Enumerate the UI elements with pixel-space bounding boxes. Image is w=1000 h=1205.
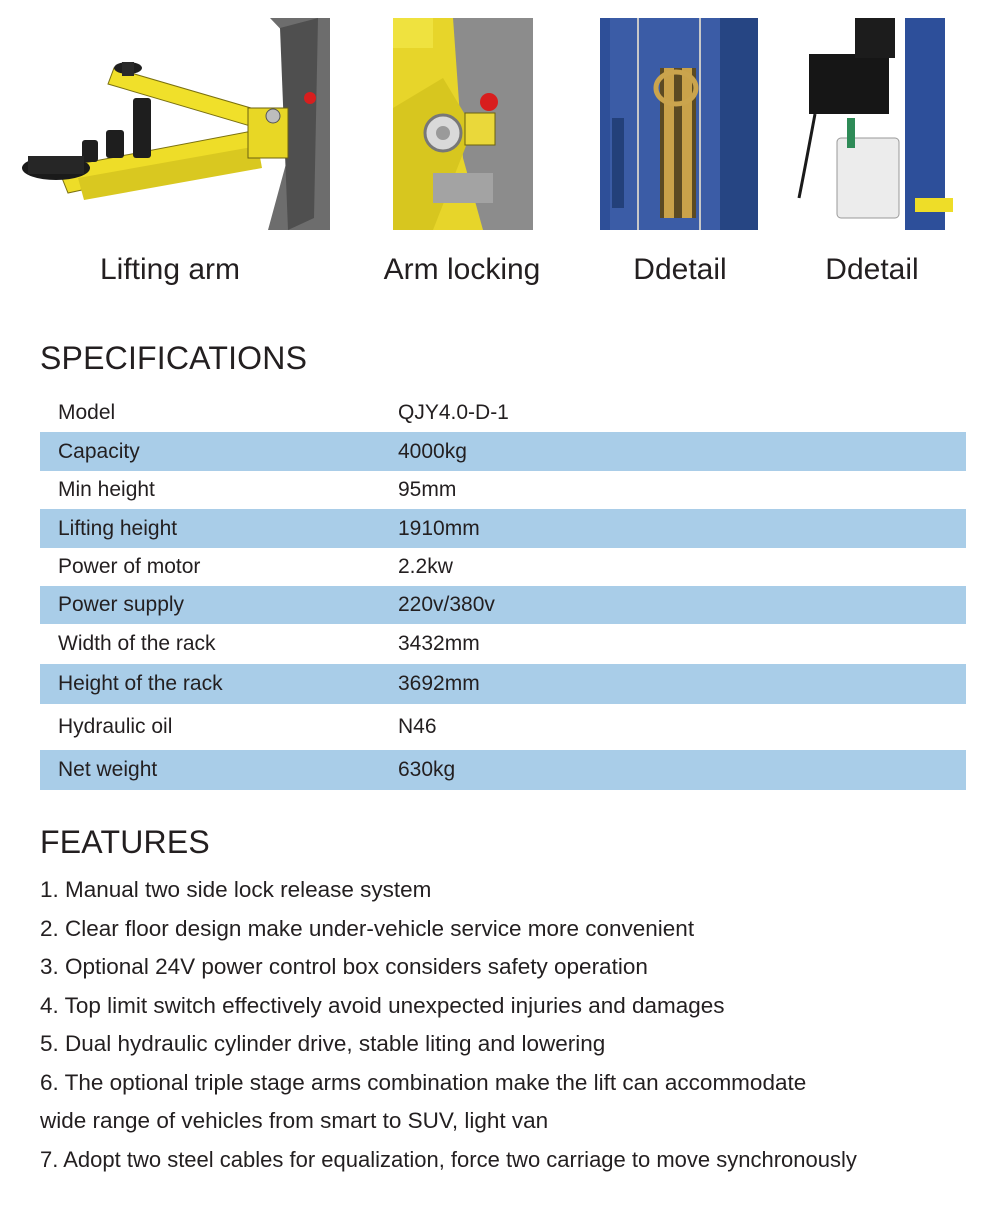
- feature-item: 4. Top limit switch effectively avoid unexpected injuries and damages: [40, 993, 725, 1018]
- gallery-caption: Ddetail: [825, 253, 919, 286]
- lifting-arm-photo: [18, 18, 330, 230]
- gallery-caption: Ddetail: [633, 253, 727, 286]
- spec-value: 4000kg: [398, 439, 467, 463]
- spec-value: 630kg: [398, 758, 456, 781]
- spec-label: Width of the rack: [58, 632, 216, 655]
- spec-value: 95mm: [398, 478, 457, 501]
- gallery-caption: Lifting arm: [99, 253, 241, 286]
- power-unit-detail-photo: [795, 18, 953, 230]
- spec-label: Hydraulic oil: [58, 715, 173, 738]
- spec-row: [40, 586, 966, 624]
- spec-value: 2.2kw: [398, 555, 453, 578]
- spec-row: [40, 509, 966, 548]
- feature-item: 3. Optional 24V power control box considers safety operation: [40, 954, 648, 979]
- spec-value: QJY4.0-D-1: [398, 401, 509, 424]
- spec-row: [40, 750, 966, 790]
- spec-label: Net weight: [58, 758, 158, 781]
- spec-label: Power supply: [58, 593, 185, 616]
- spec-label: Height of the rack: [58, 672, 223, 695]
- features-heading: FEATURES: [40, 824, 210, 860]
- spec-value: 3432mm: [398, 632, 480, 655]
- spec-label: Lifting height: [58, 516, 178, 540]
- spec-row: [40, 664, 966, 704]
- spec-value: 1910mm: [398, 516, 480, 540]
- spec-label: Capacity: [58, 439, 140, 463]
- spec-row: [40, 432, 966, 471]
- spec-label: Model: [58, 401, 116, 424]
- spec-row: [40, 624, 966, 664]
- spec-value: 220v/380v: [398, 593, 495, 616]
- arm-locking-photo: [393, 18, 533, 230]
- feature-item: 6. The optional triple stage arms combination make the lift can accommodate: [40, 1070, 807, 1095]
- spec-row: [40, 394, 966, 432]
- spec-label: Power of motor: [58, 555, 201, 578]
- spec-row: [40, 704, 966, 750]
- feature-item: 5. Dual hydraulic cylinder drive, stable liting and lowering: [40, 1031, 606, 1056]
- chain-detail-photo: [600, 18, 758, 230]
- spec-value: N46: [398, 715, 437, 738]
- feature-item-continuation: wide range of vehicles from smart to SUV, light van: [40, 1108, 549, 1133]
- feature-item: 2. Clear floor design make under-vehicle service more convenient: [40, 916, 695, 941]
- gallery-caption: Arm locking: [383, 253, 541, 286]
- spec-label: Min height: [58, 478, 155, 501]
- feature-item: 7. Adopt two steel cables for equalization, force two carriage to move synchronously: [40, 1147, 857, 1172]
- spec-value: 3692mm: [398, 672, 480, 695]
- feature-item: 1. Manual two side lock release system: [40, 877, 432, 902]
- specifications-heading: SPECIFICATIONS: [40, 340, 308, 376]
- spec-row: [40, 548, 966, 586]
- spec-row: [40, 471, 966, 509]
